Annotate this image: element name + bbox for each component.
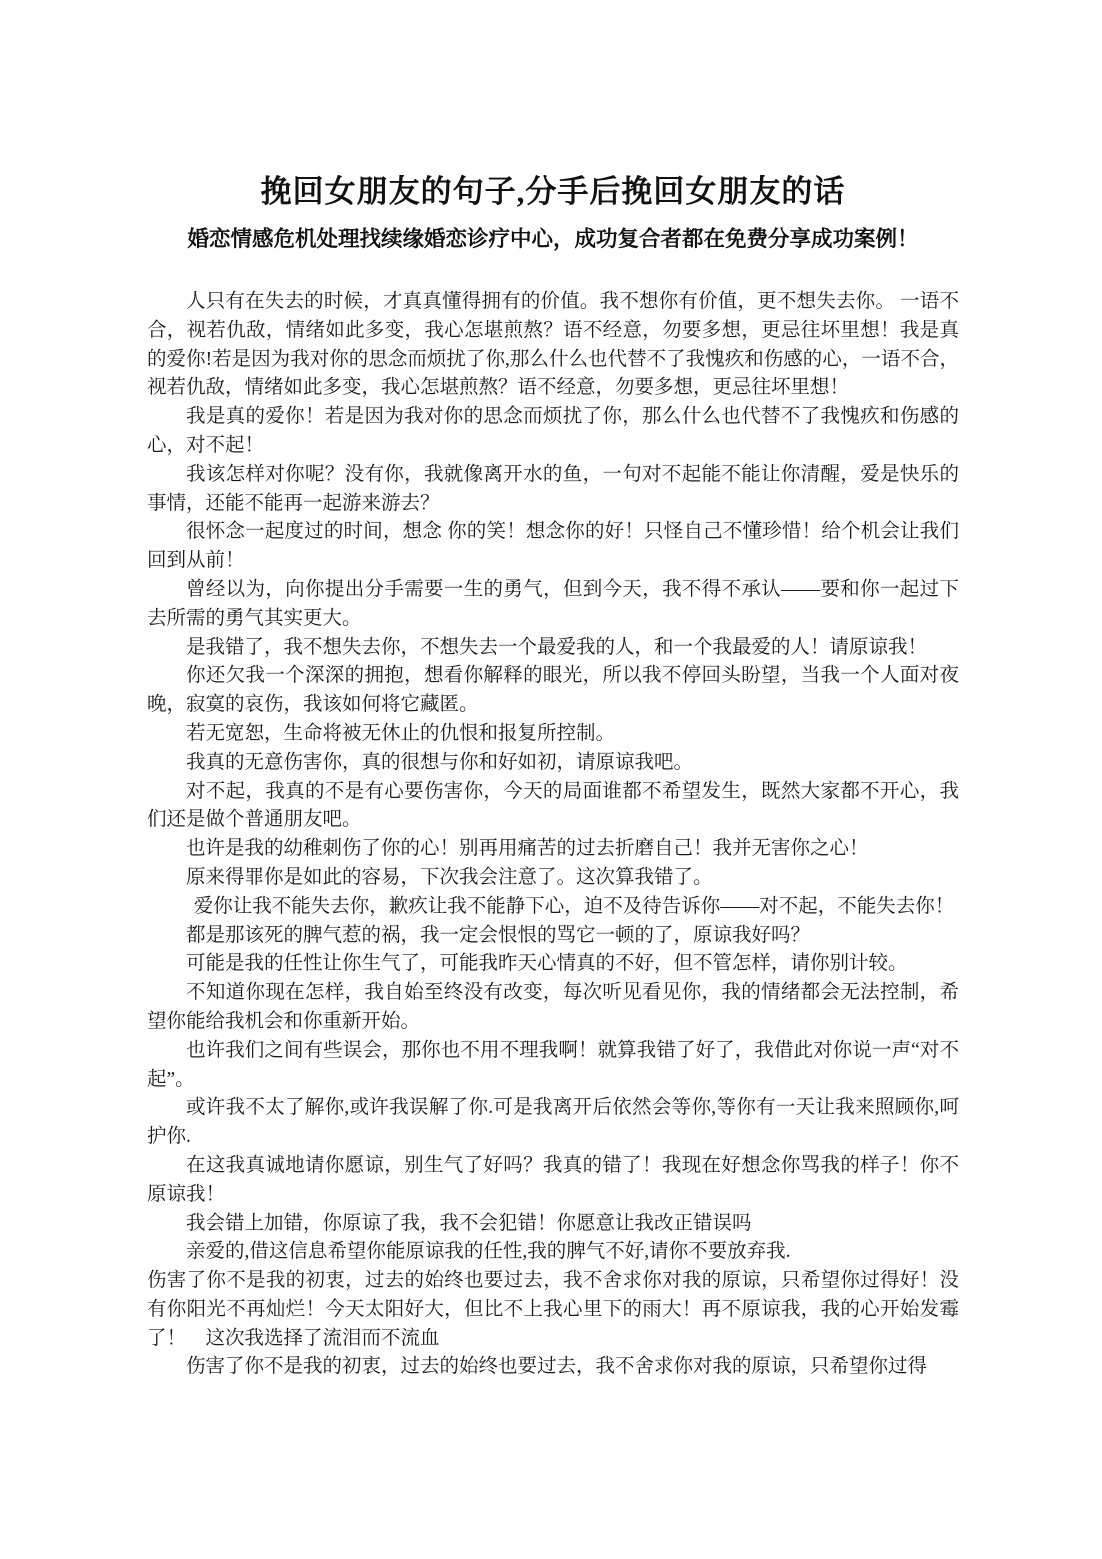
paragraph: 在这我真诚地请你愿谅，别生气了好吗？我真的错了！我现在好想念你骂我的样子！你不原谅我！ <box>147 1154 959 1205</box>
paragraph: 可能是我的任性让你生气了，可能我昨天心情真的不好，但不管怎样，请你别计较。 <box>186 953 908 975</box>
paragraph: 都是那该死的脾气惹的祸，我一定会恨恨的骂它一顿的了，原谅我好吗？ <box>186 924 811 946</box>
page-subtitle: 婚恋情感危机处理找续缘婚恋诊疗中心，成功复合者都在免费分享成功案例！ <box>187 227 919 251</box>
paragraph: 你还欠我一个深深的拥抱，想看你解释的眼光，所以我不停回头盼望，当我一个人面对夜晚，寂寞的哀伤，我该如何将它藏匿。 <box>147 665 959 716</box>
paragraph: 若无宽恕，生命将被无休止的仇恨和报复所控制。 <box>186 722 616 744</box>
paragraph: 也许是我的幼稚刺伤了你的心！别再用痛苦的过去折磨自己！我并无害你之心！ <box>186 838 869 860</box>
paragraph: 我是真的爱你！若是因为我对你的思念而烦扰了你，那么什么也代替不了我愧疚和伤感的心，对不起！ <box>147 406 959 456</box>
paragraph: 曾经以为，向你提出分手需要一生的勇气，但到今天，我不得不承认——要和你一起过下去所需的勇气其实更大。 <box>147 578 959 629</box>
page-title: 挽回女朋友的句子,分手后挽回女朋友的话 <box>260 174 846 209</box>
paragraph: 原来得罪你是如此的容易，下次我会注意了。这次算我错了。 <box>186 866 713 888</box>
paragraph: 很怀念一起度过的时间，想念 你的笑！想念你的好！只怪自己不懂珍惜！给个机会让我们回到从前！ <box>147 521 959 572</box>
paragraph: 人只有在失去的时候，才真真懂得拥有的价值。我不想你有价值，更不想失去你。 一语不合，视若仇敌，情绪如此多变，我心怎堪煎熬？语不经意，勿要多想，更忌往坏里想！我是真的爱你!若是因为我对你的思念而烦扰了你,那么什么也代替不了我愧疚和伤感的心，一语不合，视若仇敌，情绪如此多变，我心怎堪煎熬？语不经意，勿要多想，更忌往坏里想！ <box>147 291 959 399</box>
paragraph: 爱你让我不能失去你，歉疚让我不能静下心，迫不及待告诉你——对不起，不能失去你！ <box>193 895 955 917</box>
paragraph: 不知道你现在怎样，我自始至终没有改变，每次听见看见你，我的情绪都会无法控制，希望你能给我机会和你重新开始。 <box>147 982 959 1032</box>
paragraph: 伤害了你不是我的初衷，过去的始终也要过去，我不舍求你对我的原谅，只希望你过得 <box>186 1356 928 1378</box>
paragraph: 我会错上加错，你原谅了我，我不会犯错！你愿意让我改正错误吗 <box>186 1212 752 1234</box>
paragraph: 或许我不太了解你,或许我误解了你.可是我离开后依然会等你,等你有一天让我来照顾你,呵护你. <box>147 1097 959 1148</box>
document-body <box>147 288 959 1382</box>
paragraph: 伤害了你不是我的初衷，过去的始终也要过去，我不舍求你对我的原谅，只希望你过得好！没有你阳光不再灿烂！今天太阳好大，但比不上我心里下的雨大！再不原谅我，我的心开始发霉了！ 这次我选择了流泪而不流血 <box>147 1270 959 1349</box>
paragraph: 亲爱的,借这信息希望你能原谅我的任性,我的脾气不好,请你不要放弃我. <box>186 1241 791 1263</box>
paragraph: 也许我们之间有些误会，那你也不用不理我啊！就算我错了好了，我借此对你说一声“对不起”。 <box>147 1039 959 1090</box>
paragraph: 我该怎样对你呢？没有你，我就像离开水的鱼，一句对不起能不能让你清醒，爱是快乐的事情，还能不能再一起游来游去？ <box>147 463 959 514</box>
paragraph: 是我错了，我不想失去你，不想失去一个最爱我的人，和一个我最爱的人！请原谅我！ <box>186 636 928 658</box>
paragraph: 对不起，我真的不是有心要伤害你，今天的局面谁都不希望发生，既然大家都不开心，我们还是做个普通朋友吧。 <box>147 780 959 831</box>
document-content <box>147 172 959 1382</box>
paragraph: 我真的无意伤害你，真的很想与你和好如初，请原谅我吧。 <box>186 751 694 773</box>
